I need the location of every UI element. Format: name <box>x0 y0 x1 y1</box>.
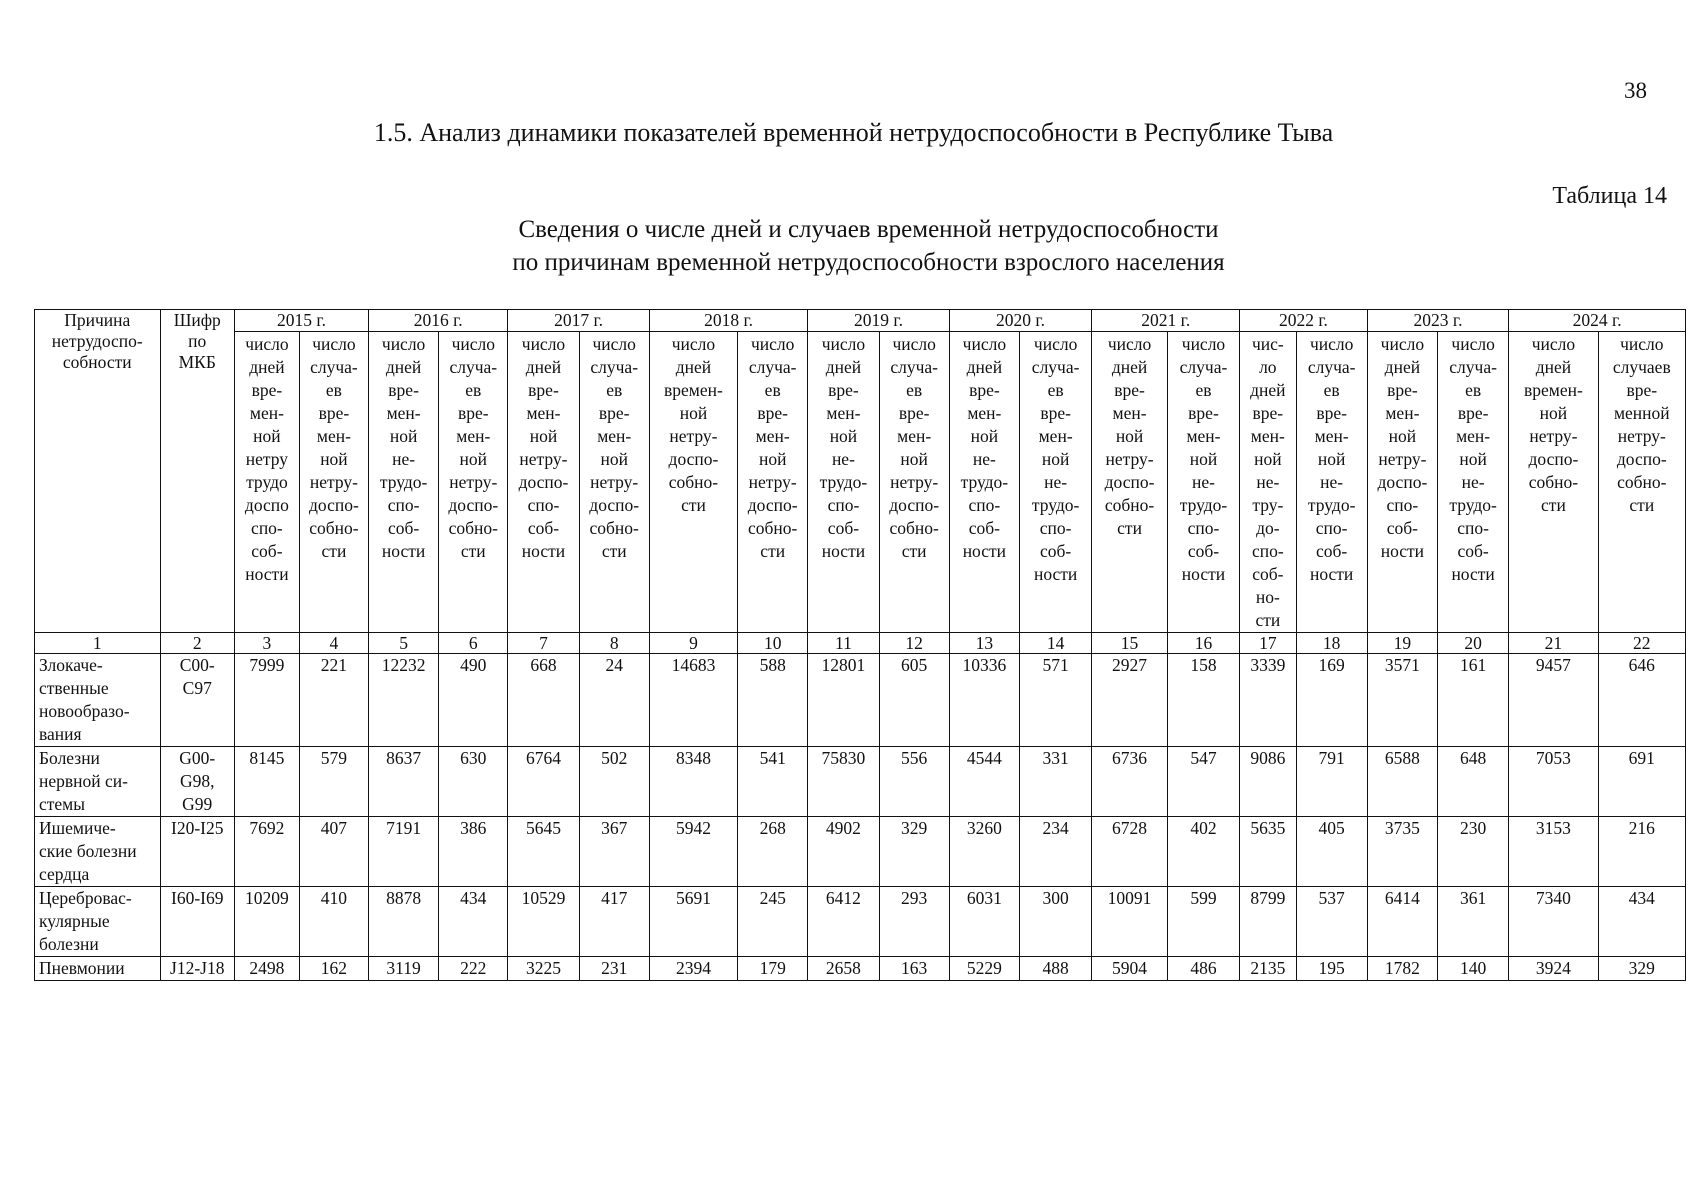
cell-value: 9457 <box>1509 654 1598 747</box>
cell-value: 162 <box>299 957 368 981</box>
cell-value: 24 <box>579 654 649 747</box>
header-subcolumn: число дней вре- мен- ной нетру- доспо- собно- сти <box>1092 332 1168 633</box>
column-number: 1 <box>35 633 161 654</box>
header-year: 2021 г. <box>1092 310 1240 332</box>
header-year: 2015 г. <box>234 310 368 332</box>
header-subcolumn: число случаев вре- менной нетру- доспо- собно- сти <box>1598 332 1685 633</box>
cell-value: 405 <box>1296 817 1367 887</box>
cell-value: 10529 <box>508 887 579 957</box>
cell-value: 691 <box>1598 747 1685 817</box>
cell-value: 6414 <box>1367 887 1437 957</box>
header-subcolumn: число случа- ев вре- мен- ной нетру- доспо- собно- сти <box>879 332 949 633</box>
header-subcolumn: чис- ло дней вре- мен- ной не- тру- до- спо- соб- но- сти <box>1240 332 1296 633</box>
cell-value: 668 <box>508 654 579 747</box>
cell-value: 6728 <box>1092 817 1168 887</box>
table-row <box>35 957 1686 981</box>
header-code: Шифр по МКБ <box>160 310 234 633</box>
cell-value: 3339 <box>1240 654 1296 747</box>
cell-value: 2658 <box>808 957 879 981</box>
page-number: 38 <box>1624 78 1647 103</box>
column-number: 10 <box>738 633 808 654</box>
cell-value: 268 <box>738 817 808 887</box>
cell-value: 8799 <box>1240 887 1296 957</box>
cell-value: 216 <box>1598 817 1685 887</box>
cell-value: 3924 <box>1509 957 1598 981</box>
column-number: 2 <box>160 633 234 654</box>
cell-value: 5645 <box>508 817 579 887</box>
cell-value: 5229 <box>949 957 1019 981</box>
header-subcolumn: число случа- ев вре- мен- ной не- трудо- спо- соб- ности <box>1167 332 1239 633</box>
header-subcolumn: число дней вре- мен- ной нетру- доспо- спо- соб- ности <box>508 332 579 633</box>
cell-cause: Ишемиче- ские болезни сердца <box>35 817 161 887</box>
cell-value: 599 <box>1167 887 1239 957</box>
column-number: 11 <box>808 633 879 654</box>
cell-value: 222 <box>439 957 508 981</box>
cell-cause: Злокаче- ственные новообразо- вания <box>35 654 161 747</box>
cell-value: 12232 <box>369 654 439 747</box>
cell-value: 4544 <box>949 747 1019 817</box>
table-caption-line1: Сведения о числе дней и случаев временной нетрудоспособности <box>518 216 1219 243</box>
header-subcolumn: число случа- ев вре- мен- ной не- трудо- спо- соб- ности <box>1296 332 1367 633</box>
cell-value: 410 <box>299 887 368 957</box>
cell-value: 2498 <box>234 957 299 981</box>
cell-value: 556 <box>879 747 949 817</box>
cell-value: 161 <box>1437 654 1508 747</box>
cell-value: 434 <box>439 887 508 957</box>
cell-value: 3153 <box>1509 817 1598 887</box>
cell-value: 245 <box>738 887 808 957</box>
cell-value: 14683 <box>649 654 737 747</box>
header-subcolumn: число дней вре- мен- ной не- трудо- спо- соб- ности <box>949 332 1019 633</box>
cell-value: 7340 <box>1509 887 1598 957</box>
header-year: 2018 г. <box>649 310 807 332</box>
header-year: 2023 г. <box>1367 310 1508 332</box>
cell-value: 367 <box>579 817 649 887</box>
cell-cause: Пневмонии <box>35 957 161 981</box>
column-number: 9 <box>649 633 737 654</box>
cell-value: 588 <box>738 654 808 747</box>
cell-value: 5904 <box>1092 957 1168 981</box>
cell-value: 571 <box>1019 654 1091 747</box>
cell-value: 402 <box>1167 817 1239 887</box>
cell-value: 7692 <box>234 817 299 887</box>
header-year: 2024 г. <box>1509 310 1686 332</box>
cell-value: 10209 <box>234 887 299 957</box>
cell-value: 486 <box>1167 957 1239 981</box>
cell-cause: Болезни нервной си- стемы <box>35 747 161 817</box>
column-number: 8 <box>579 633 649 654</box>
header-subcolumn: число случа- ев вре- мен- ной не- трудо- спо- соб- ности <box>1437 332 1508 633</box>
header-row-subheaders <box>35 332 1686 633</box>
header-year: 2017 г. <box>508 310 649 332</box>
header-subcolumn: число дней вре- мен- ной не- трудо- спо- соб- ности <box>808 332 879 633</box>
cell-value: 502 <box>579 747 649 817</box>
cell-value: 648 <box>1437 747 1508 817</box>
cell-icd-code: J12-J18 <box>160 957 234 981</box>
cell-value: 5691 <box>649 887 737 957</box>
header-subcolumn: число дней вре- мен- ной не- трудо- спо- соб- ности <box>369 332 439 633</box>
cell-value: 6764 <box>508 747 579 817</box>
cell-value: 293 <box>879 887 949 957</box>
sick-leave-table <box>34 309 1686 981</box>
column-number: 19 <box>1367 633 1437 654</box>
cell-value: 221 <box>299 654 368 747</box>
cell-value: 2394 <box>649 957 737 981</box>
header-row-column-numbers <box>35 633 1686 654</box>
cell-value: 7999 <box>234 654 299 747</box>
column-number: 15 <box>1092 633 1168 654</box>
cell-cause: Цереброваc- кулярные болезни <box>35 887 161 957</box>
header-subcolumn: число дней вре- мен- ной нетру трудо доспо спо- соб- ности <box>234 332 299 633</box>
header-year: 2022 г. <box>1240 310 1368 332</box>
cell-value: 75830 <box>808 747 879 817</box>
cell-icd-code: I20-I25 <box>160 817 234 887</box>
cell-value: 140 <box>1437 957 1508 981</box>
cell-value: 3735 <box>1367 817 1437 887</box>
cell-value: 488 <box>1019 957 1091 981</box>
cell-value: 537 <box>1296 887 1367 957</box>
cell-value: 234 <box>1019 817 1091 887</box>
header-subcolumn: число дней времен- ной нетру- доспо- собно- сти <box>649 332 737 633</box>
column-number: 7 <box>508 633 579 654</box>
cell-value: 8878 <box>369 887 439 957</box>
cell-value: 10336 <box>949 654 1019 747</box>
cell-value: 3119 <box>369 957 439 981</box>
column-number: 17 <box>1240 633 1296 654</box>
header-subcolumn: число случа- ев вре- мен- ной не- трудо- спо- соб- ности <box>1019 332 1091 633</box>
cell-value: 7191 <box>369 817 439 887</box>
cell-value: 605 <box>879 654 949 747</box>
column-number: 4 <box>299 633 368 654</box>
header-year: 2020 г. <box>949 310 1092 332</box>
cell-value: 547 <box>1167 747 1239 817</box>
column-number: 6 <box>439 633 508 654</box>
header-subcolumn: число случа- ев вре- мен- ной нетру- доспо- собно- сти <box>738 332 808 633</box>
header-subcolumn: число случа- ев вре- мен- ной нетру- доспо- собно- сти <box>439 332 508 633</box>
cell-value: 630 <box>439 747 508 817</box>
header-subcolumn: число дней времен- ной нетру- доспо- собно- сти <box>1509 332 1598 633</box>
table-row <box>35 747 1686 817</box>
cell-value: 300 <box>1019 887 1091 957</box>
cell-value: 6031 <box>949 887 1019 957</box>
cell-value: 331 <box>1019 747 1091 817</box>
cell-value: 646 <box>1598 654 1685 747</box>
column-number: 20 <box>1437 633 1508 654</box>
table-label: Таблица 14 <box>1552 183 1667 209</box>
table-caption-line2: по причинам временной нетрудоспособности взрослого населения <box>512 249 1225 276</box>
header-cause: Причина нетрудоспо- собности <box>35 310 161 633</box>
cell-value: 12801 <box>808 654 879 747</box>
header-year: 2016 г. <box>369 310 508 332</box>
cell-value: 541 <box>738 747 808 817</box>
cell-value: 329 <box>879 817 949 887</box>
column-number: 3 <box>234 633 299 654</box>
column-number: 5 <box>369 633 439 654</box>
table-row <box>35 817 1686 887</box>
cell-value: 169 <box>1296 654 1367 747</box>
cell-value: 8348 <box>649 747 737 817</box>
cell-value: 8637 <box>369 747 439 817</box>
cell-icd-code: C00- C97 <box>160 654 234 747</box>
column-number: 12 <box>879 633 949 654</box>
cell-value: 4902 <box>808 817 879 887</box>
cell-value: 3260 <box>949 817 1019 887</box>
cell-value: 163 <box>879 957 949 981</box>
header-year: 2019 г. <box>808 310 949 332</box>
cell-value: 195 <box>1296 957 1367 981</box>
cell-value: 231 <box>579 957 649 981</box>
cell-value: 417 <box>579 887 649 957</box>
cell-value: 407 <box>299 817 368 887</box>
cell-icd-code: G00- G98, G99 <box>160 747 234 817</box>
column-number: 16 <box>1167 633 1239 654</box>
cell-icd-code: I60-I69 <box>160 887 234 957</box>
header-row-years <box>35 310 1686 332</box>
cell-value: 386 <box>439 817 508 887</box>
cell-value: 7053 <box>1509 747 1598 817</box>
cell-value: 490 <box>439 654 508 747</box>
column-number: 14 <box>1019 633 1091 654</box>
cell-value: 9086 <box>1240 747 1296 817</box>
cell-value: 434 <box>1598 887 1685 957</box>
cell-value: 6588 <box>1367 747 1437 817</box>
cell-value: 2135 <box>1240 957 1296 981</box>
cell-value: 6736 <box>1092 747 1168 817</box>
cell-value: 6412 <box>808 887 879 957</box>
header-subcolumn: число дней вре- мен- ной нетру- доспо- спо- соб- ности <box>1367 332 1437 633</box>
cell-value: 158 <box>1167 654 1239 747</box>
cell-value: 579 <box>299 747 368 817</box>
column-number: 22 <box>1598 633 1685 654</box>
cell-value: 1782 <box>1367 957 1437 981</box>
cell-value: 10091 <box>1092 887 1168 957</box>
column-number: 21 <box>1509 633 1598 654</box>
cell-value: 5635 <box>1240 817 1296 887</box>
cell-value: 3225 <box>508 957 579 981</box>
cell-value: 179 <box>738 957 808 981</box>
cell-value: 8145 <box>234 747 299 817</box>
table-row <box>35 887 1686 957</box>
column-number: 13 <box>949 633 1019 654</box>
cell-value: 5942 <box>649 817 737 887</box>
table-row <box>35 654 1686 747</box>
cell-value: 329 <box>1598 957 1685 981</box>
cell-value: 3571 <box>1367 654 1437 747</box>
header-subcolumn: число случа- ев вре- мен- ной нетру- доспо- собно- сти <box>299 332 368 633</box>
column-number: 18 <box>1296 633 1367 654</box>
header-subcolumn: число случа- ев вре- мен- ной нетру- доспо- собно- сти <box>579 332 649 633</box>
section-title: 1.5. Анализ динамики показателей временной нетрудоспособности в Республике Тыва <box>373 118 1334 147</box>
cell-value: 230 <box>1437 817 1508 887</box>
cell-value: 791 <box>1296 747 1367 817</box>
cell-value: 361 <box>1437 887 1508 957</box>
cell-value: 2927 <box>1092 654 1168 747</box>
